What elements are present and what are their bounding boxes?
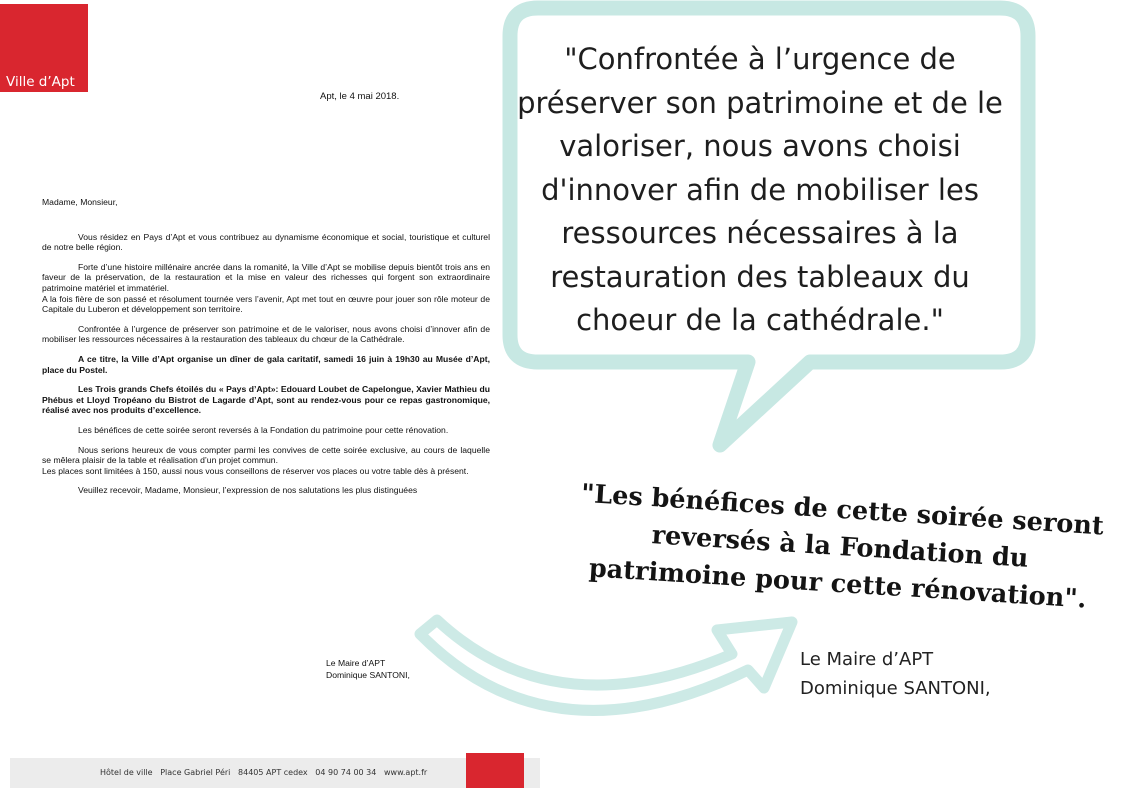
letter-paragraph-chefs: Les Trois grands Chefs étoilés du « Pays d’Apt»: Edouard Loubet de Capelongue, Xavier Mathieu du Phébus et Lloyd Tropéano du Bistrot de Lagarde d’Apt, sont au rendez-vous pour ce repas gastronomique, réalisé avec nos produits d’excellence. xyxy=(42,384,490,416)
letter-salutation: Madame, Monsieur, xyxy=(42,197,118,207)
callout-signature-name: Dominique SANTONI, xyxy=(800,678,991,699)
letter-paragraph: Vous résidez en Pays d’Apt et vous contribuez au dynamisme économique et social, touristique et culturel de notre belle région. xyxy=(42,231,490,253)
letter-paragraph: Les places sont limitées à 150, aussi nous vous conseillons de réserver vos places ou votre table dès à présent. xyxy=(42,465,469,476)
letter-paragraph: Les bénéfices de cette soirée seront reversés à la Fondation du patrimoine pour cette rénovation. xyxy=(78,424,449,435)
letter-paragraph: Forte d’une histoire millénaire ancrée dans la romanité, la Ville d’Apt se mobilise depuis bientôt trois ans en faveur de la préservation, de la restauration et la mise en valeur des richesses qui forgent son extraordinaire patrimoine matériel et immatériel. xyxy=(42,261,490,293)
curved-arrow-icon xyxy=(420,620,792,710)
letter-date: Apt, le 4 mai 2018. xyxy=(320,91,400,102)
letter-paragraph: Nous serions heureux de vous compter parmi les convives de cette soirée exclusive, au cours de laquelle se mêlera plaisir de la table et réalisation d’un projet commun. xyxy=(42,444,490,466)
letter-paragraph-gala: A ce titre, la Ville d’Apt organise un dîner de gala caritatif, samedi 16 juin à 19h30 au Musée d’Apt, place du Postel. xyxy=(42,353,490,375)
letter-paragraph: Confrontée à l’urgence de préserver son patrimoine et de le valoriser, nous avons choisi d’innover afin de mobiliser les ressources nécessaires à la restauration des tableaux du chœur de la Cathédrale. xyxy=(42,323,490,345)
highlight-quote: "Les bénéfices de cette soirée seront reversés à la Fondation du patrimoine pour cette rénovation". xyxy=(580,478,1105,615)
callout-signature xyxy=(800,645,991,703)
logo-text: Ville d’Apt xyxy=(6,74,75,90)
signature-name: Dominique SANTONI, xyxy=(326,670,410,680)
footer-address: Hôtel de ville Place Gabriel Péri 84405 APT cedex 04 90 74 00 34 www.apt.fr xyxy=(100,768,428,777)
callout-signature-title: Le Maire d’APT xyxy=(800,649,934,670)
signature-title: Le Maire d’APT xyxy=(326,658,386,668)
letter-closing: Veuillez recevoir, Madame, Monsieur, l’expression de nos salutations les plus distinguées xyxy=(78,485,418,496)
letter-paragraph: A la fois fière de son passé et résolument tournée vers l’avenir, Apt met tout en œuvre pour jouer son rôle moteur de Capitale du Luberon et développement son territoire. xyxy=(42,293,490,315)
bubble-quote: "Confrontée à l’urgence de préserver son patrimoine et de le valoriser, nous avons choisi d'innover afin de mobiliser les ressources nécessaires à la restauration des tableaux du choeur de la cathédrale." xyxy=(517,42,1003,337)
